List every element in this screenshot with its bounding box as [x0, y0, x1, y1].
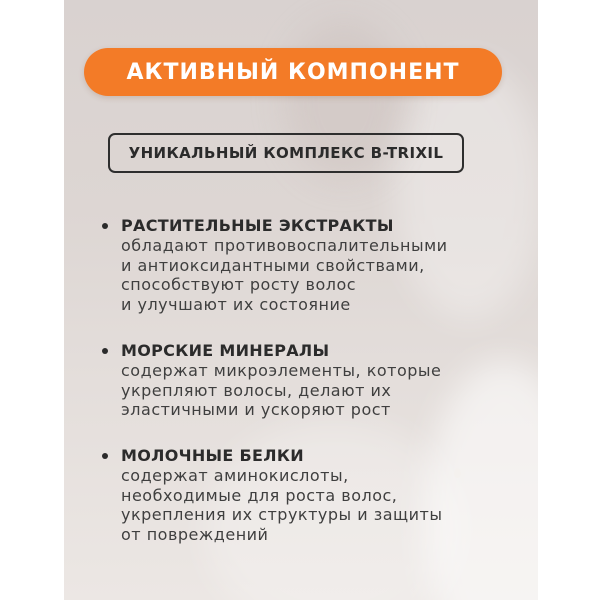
feature-description-line: и улучшают их состояние	[121, 294, 351, 314]
subtitle-box: УНИКАЛЬНЫЙ КОМПЛЕКС B-TRIXIL	[108, 133, 464, 173]
feature-description	[121, 236, 520, 314]
bullet-icon	[102, 348, 108, 354]
feature-description-line: содержат микроэлементы, которые	[121, 361, 442, 380]
feature-item-plant-extracts	[100, 216, 520, 314]
feature-description-line: укрепляют волосы, делают их	[121, 380, 392, 400]
headline-banner: АКТИВНЫЙ КОМПОНЕНТ	[84, 48, 502, 96]
feature-title: МОРСКИЕ МИНЕРАЛЫ	[121, 341, 330, 360]
feature-description	[121, 466, 520, 544]
feature-description-line: и антиоксидантными свойствами,	[121, 255, 425, 275]
product-info-card	[64, 0, 538, 600]
feature-title: РАСТИТЕЛЬНЫЕ ЭКСТРАКТЫ	[121, 216, 394, 235]
bullet-icon	[102, 453, 108, 459]
feature-description-line: эластичными и ускоряют рост	[121, 400, 391, 419]
feature-item-sea-minerals	[100, 341, 520, 420]
feature-description-line: необходимые для роста волос,	[121, 485, 398, 505]
feature-description-line: укрепления их структуры и защиты	[121, 505, 443, 524]
feature-title: МОЛОЧНЫЕ БЕЛКИ	[121, 446, 304, 465]
feature-description	[121, 361, 520, 420]
feature-description-line: обладают противовоспалительными	[121, 236, 448, 255]
bullet-icon	[102, 223, 108, 229]
feature-description-line: содержат аминокислоты,	[121, 466, 349, 485]
feature-description-line: от повреждений	[121, 524, 269, 544]
feature-item-milk-proteins	[100, 446, 520, 544]
feature-description-line: способствуют росту волос	[121, 275, 357, 294]
